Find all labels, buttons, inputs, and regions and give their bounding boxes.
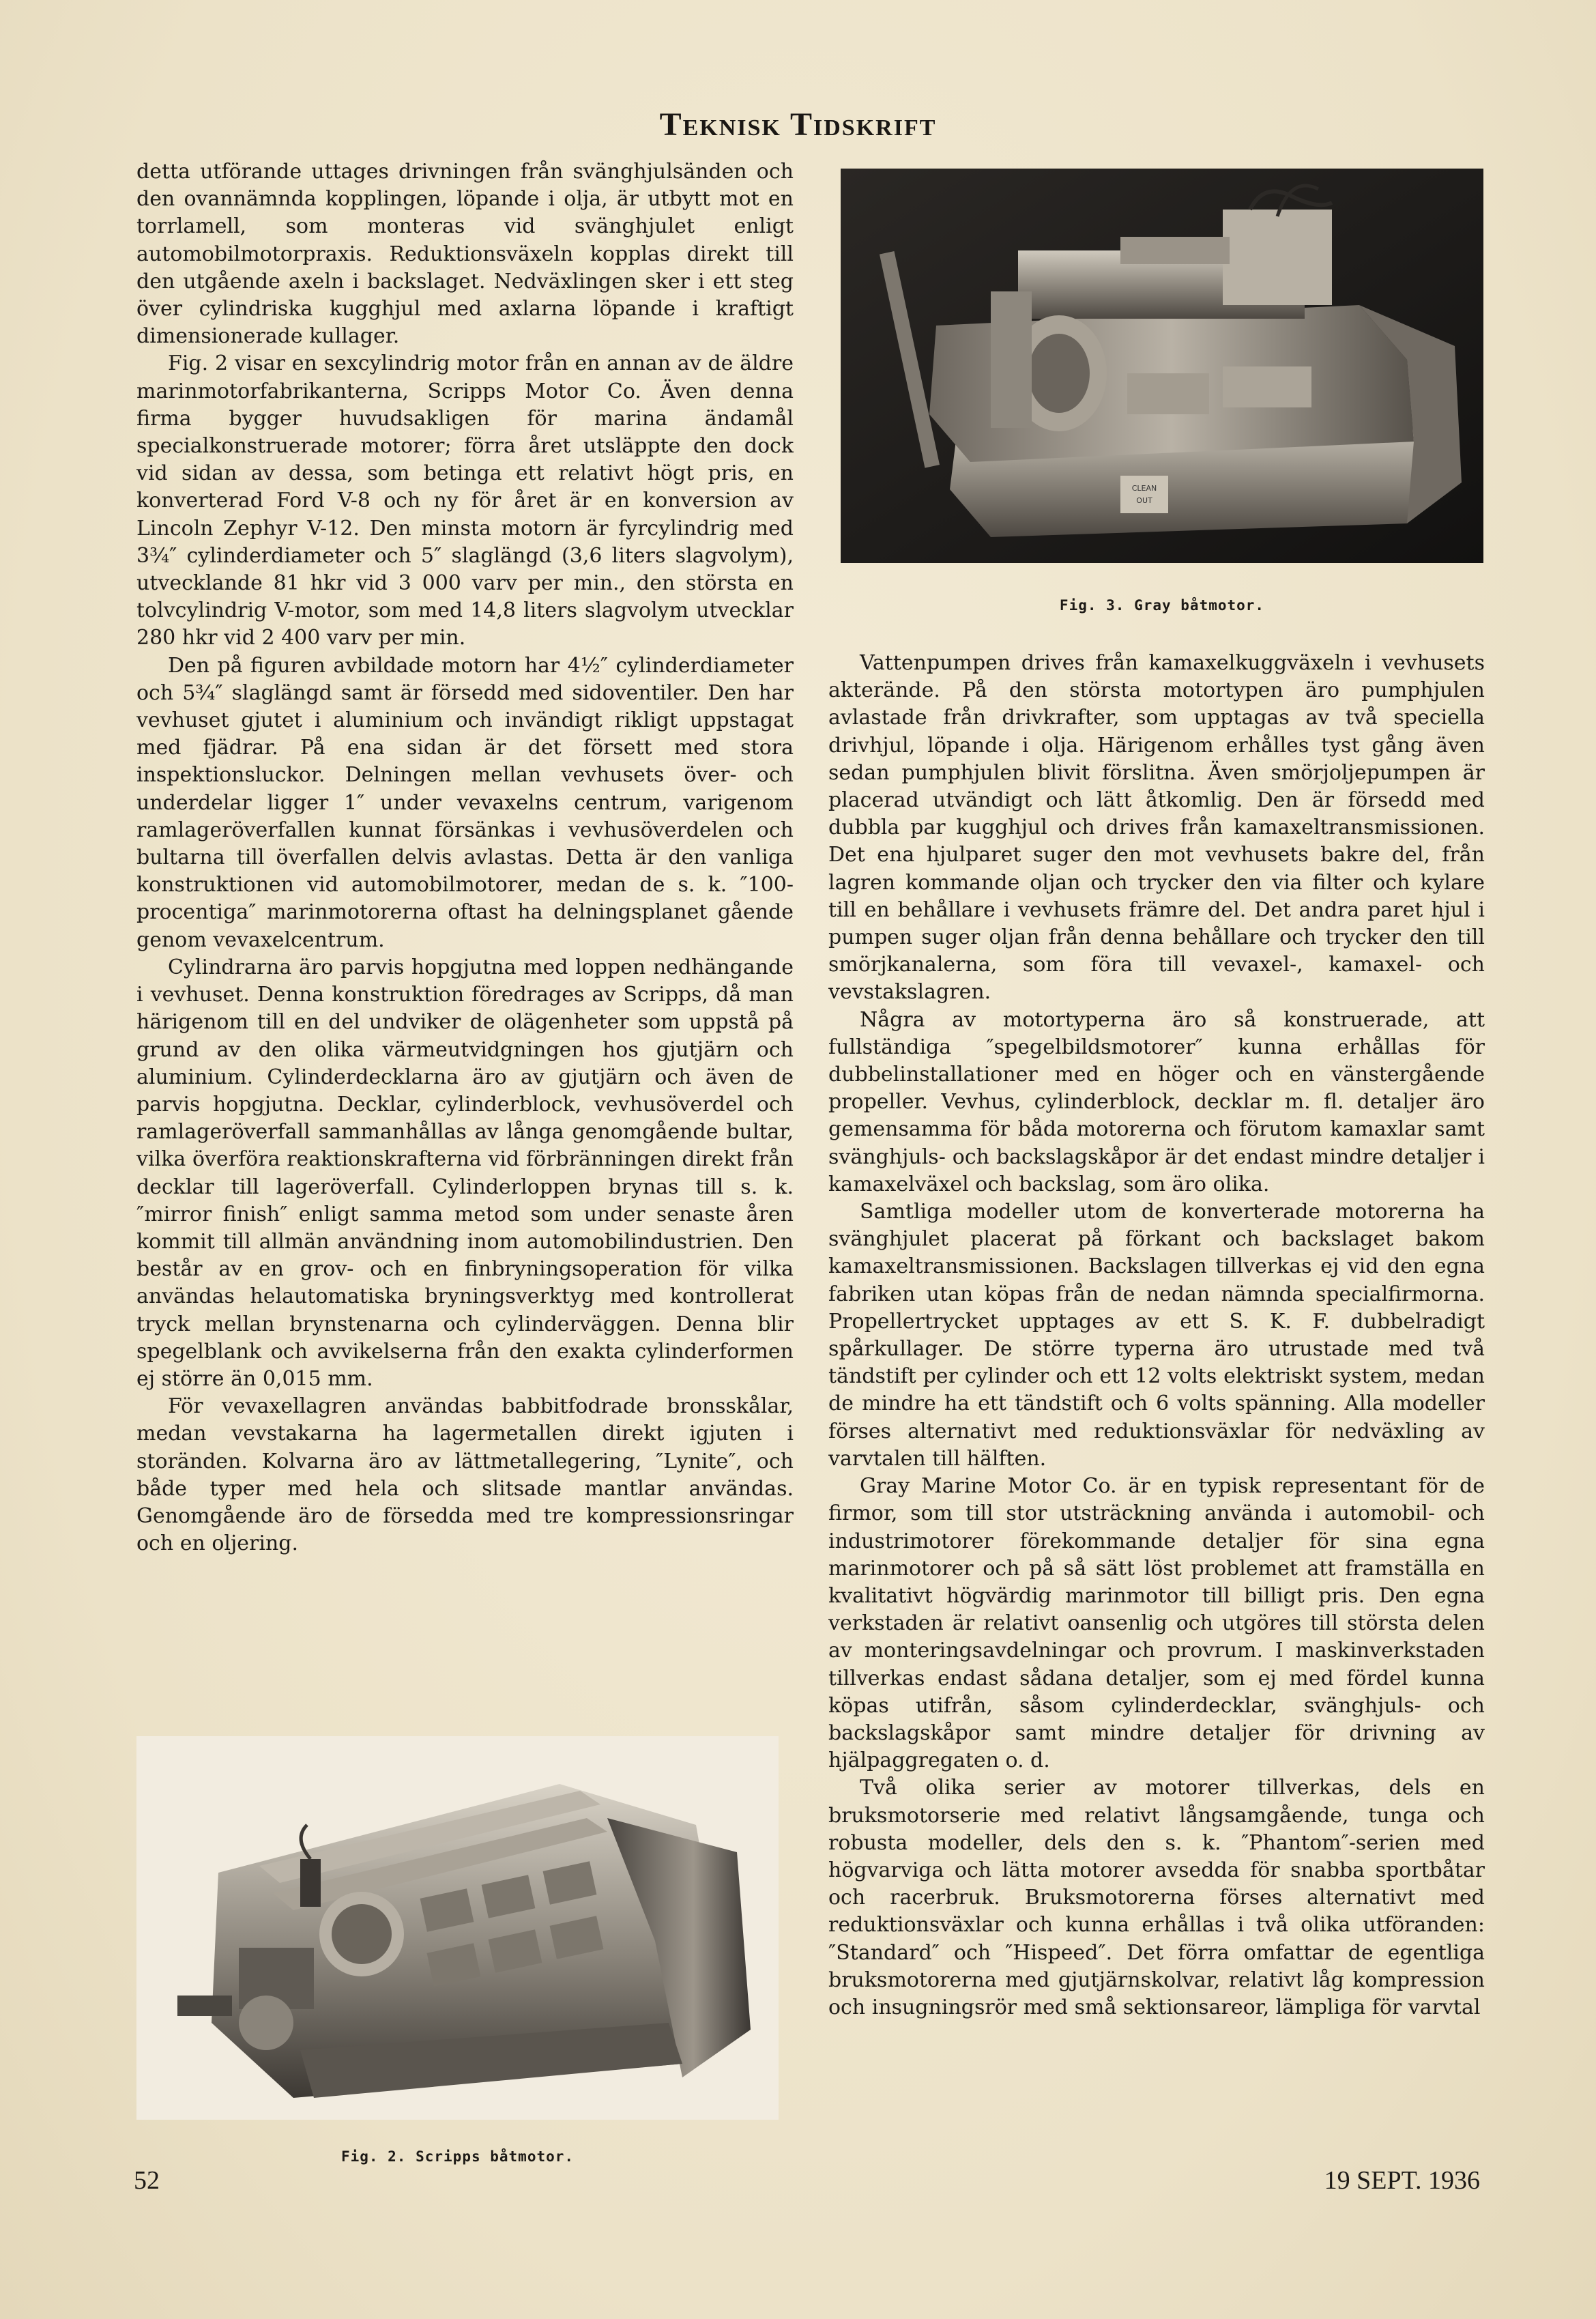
page-number: 52 [134,2166,160,2195]
paragraph: Gray Marine Motor Co. är en typisk representant för de firmor, som till stor utsträckning använda i automobil- och industrimotorer förekommande detaljer för sina egna marinmotorer och på så sätt löst problemet att framställa en kvalitativt högvärdig marinmotor till billigt pris. Den egna verkstaden är relativt oansenlig och utgöres till största delen av monteringsavdelningar och provrum. I maskinverkstaden tillverkas endast sådana detaljer, som ej med fördel kunna köpas utifrån, såsom cylinderdecklar, svänghjuls- och backslagskåpor samt mindre detaljer för drivning av hjälpaggregaten o. d. [828,1474,1485,1773]
journal-header: Teknisk Tidskrift [659,106,937,143]
paragraph: Samtliga modeller utom de konverterade motorerna ha svänghjulet placerat på förkant och backslaget bakom kamaxeltransmissionen. Backslagen tillverkas ej vid den egna fabriken utan köpas från de nedan nämnda specialfirmorna. Propellertrycket upptages av ett S. K. F. dubbelradigt spårkullager. De större typerna äro utrustade med två tändstift per cylinder och ett 12 volts elektriskt system, medan de mindre ha ett tändstift och 6 volts spänning. Alla modeller förses alternativt med reduktionsväxlar för nedväxling av varvtalen till hälften. [828,1200,1485,1471]
paragraph: Fig. 2 visar en sexcylindrig motor från en annan av de äldre marinmotorfabrikanterna, Scripps Motor Co. Även denna firma bygger huvudsakligen för marina ändamål specialkonstruerade motorer; förra året utsläppte den dock vid sidan av dessa, som betinga ett relativt högt pris, en konverterad Ford V-8 och ny för året är en konversion av Lincoln Zephyr V-12. Den minsta motorn är fyrcylindrig med 3¾″ cylinderdiameter och 5″ slaglängd (3,6 liters slagvolym), utvecklande 81 hkr vid 3 000 varv per min., den största en tolvcylindrig V-motor, som med 14,8 liters slagvolym utvecklar 280 hkr vid 2 400 varv per min. [136,351,794,650]
paragraph: Cylindrarna äro parvis hopgjutna med loppen nedhängande i vevhuset. Denna konstruktion föredrages av Scripps, då man härigenom till en del undviker de olägenheter som uppstå på grund av den olika värmeutvidgningen hos gjutjärn och aluminium. Cylinderdecklarna äro av gjutjärn och även de parvis hopgjutna. Decklar, cylinderblock, vevhusöverdel och ramlageröverfall sammanhållas av långa genomgående bultar, vilka överföra reaktionskrafterna vid förbränningen direkt från decklar till lageröverfall. Cylinderloppen brynas till s. k. ″mirror finish″ enligt samma metod som under senaste åren kommit till allmän användning inom automobilindustrien. Den består av en grov- och en finbryningsoperation för vilka användas helautomatiska bryningsverktyg med kontrollerat tryck mellan brynstenarna och cylinderväggen. Denna blir spegelblank och avvikelserna från den exakta cylinderformen ej större än 0,015 mm. [136,955,794,1391]
paragraph: Vattenpumpen drives från kamaxelkuggväxeln i vevhusets akterände. På den största motortypen äro pumphjulen avlastade från drivkrafter, som upptagas av två speciella drivhjul, löpande i olja. Härigenom erhålles tyst gång även sedan pumphjulen blivit förslitna. Även smörjoljepumpen är placerad utvändigt och lätt åtkomlig. Den är försedd med dubbla par kugghjul och drives från kamaxeltransmissionen. Det ena hjulparet suger den mot vevhusets bakre del, från lagren kommande oljan och trycker den via filter och kylare till en behållare i vevhusets främre del. Det andra paret hjul i pumpen suger oljan från denna behållare och trycker den till smörjkanalerna, som föra till vevaxel-, kamaxel- och vevstakslagren. [828,651,1485,1005]
paragraph: detta utförande uttages drivningen från svänghjulsänden och den ovannämnda kopplingen, löpande i olja, är utbytt mot en torrlamell, som monteras vid svänghjulet enligt automobilmotorpraxis. Reduktionsväxeln kopplas direkt till den utgående axeln i backslaget. Nedväxlingen sker i ett steg över cylindriska kugghjul med axlarna löpande i kraftigt dimensionerade kullager. [136,160,794,349]
paragraph: För vevaxellagren användas babbitfodrade bronsskålar, medan vevstakarna ha lagermetallen direkt igjuten i storänden. Kolvarna äro av lättmetallegering, ″Lynite″, och både typer med hela och slitsade mantlar användas. Genomgående äro de försedda med tre kompressionsringar och en oljering. [136,1394,794,1556]
issue-date: 19 SEPT. 1936 [1324,2166,1480,2195]
right-text-column [828,650,1485,2178]
paragraph: Två olika serier av motorer tillverkas, dels en bruksmotorserie med relativt långsamgående, tunga och robusta modeller, dels den s. k. ″Phantom″-serien med högvarviga och lätta motorer avsedda för snabba sportbåtar och racerbruk. Bruksmotorerna förses alternativt med reduktionsväxlar och kunna erhållas i två olika utföranden: ″Standard″ och ″Hispeed″. Det förra omfattar de egentliga bruksmotorerna med gjutjärnskolvar, relativt låg kompression och insugningsrör med små sektionsareor, lämpliga för varvtal [828,1776,1485,2019]
paragraph: Några av motortyperna äro så konstruerade, att fullständiga ″spegelbildsmotorer″ kunna erhållas för dubbelinstallationer med en höger och en vänstergående propeller. Vevhus, cylinderblock, decklar m. fl. detaljer äro gemensamma för båda motorerna och förutom kamaxlar samt svänghjuls- och backslagskåpor är det endast mindre detaljer i kamaxelväxel och backslag, som äro olika. [828,1007,1485,1196]
fig2-caption: Fig. 2. Scripps båtmotor. [340,2148,575,2165]
svg-text:OUT: OUT [1136,496,1152,505]
fig3-engine-photo [841,169,1483,563]
clean-out-plate-text: CLEAN [1131,484,1157,493]
fig2-engine-photo [136,1736,779,2120]
gray-engine-illustration [841,169,1483,563]
scripps-engine-illustration [136,1736,779,2120]
paragraph: Den på figuren avbildade motorn har 4½″ cylinderdiameter och 5¾″ slaglängd samt är försedd med sidoventiler. Den har vevhuset gjutet i aluminium och invändigt rikligt uppstagat med fjädrar. På ena sidan är det försett med stora inspektionsluckor. Delningen mellan vevhusets över- och underdelar ligger 1″ under vevaxelns centrum, varigenom ramlageröverfallen kunnat försänkas i vevhusöverdelen och bultarna till överfallen delvis avlastas. Detta är den vanliga konstruktionen vid automobilmotorer, medan de s. k. ″100-procentiga″ marinmotorerna oftast ha delningsplanet gående genom vevaxelcentrum. [136,653,794,952]
fig3-caption: Fig. 3. Gray båtmotor. [1059,597,1265,614]
left-text-column [136,158,794,1716]
